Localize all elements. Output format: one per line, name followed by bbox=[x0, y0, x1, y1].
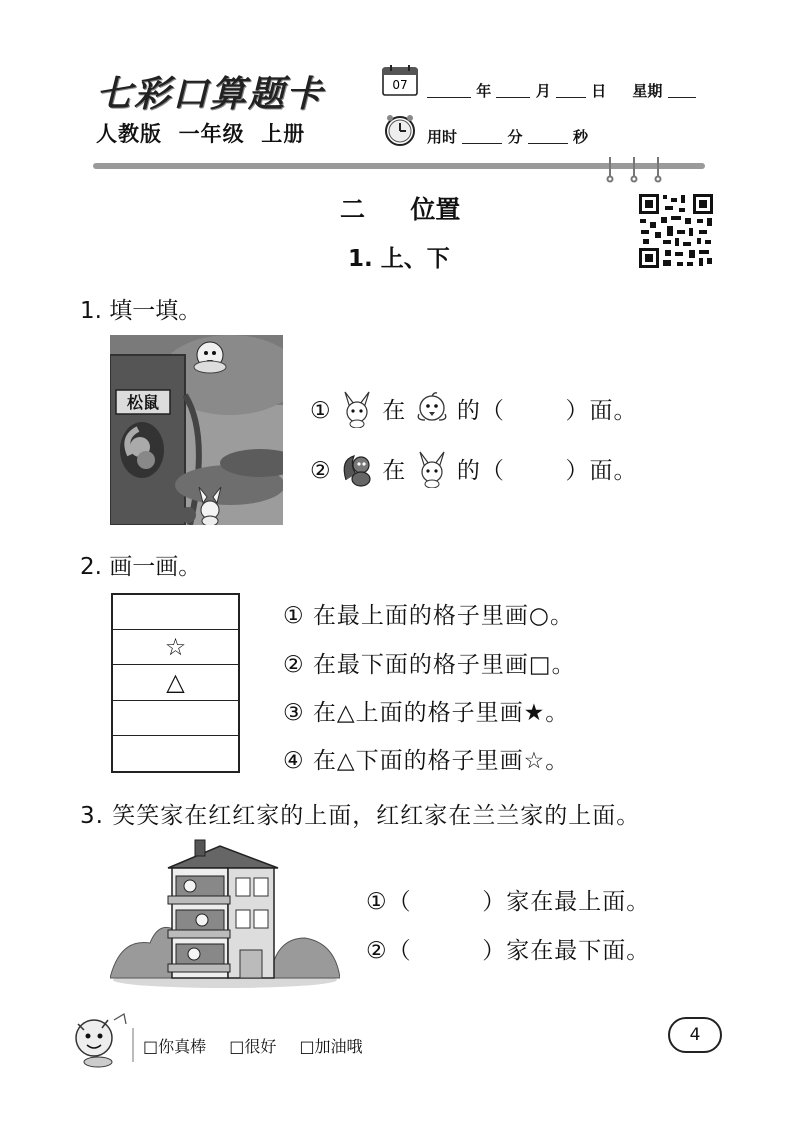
calendar-day: 07 bbox=[392, 78, 408, 92]
grid-cell-1[interactable] bbox=[113, 595, 238, 630]
rating-good[interactable]: □很好 bbox=[229, 1037, 277, 1056]
q2-item-4: ④ 在△下面的格子里画☆。 bbox=[283, 748, 570, 774]
lesson-title: 1. 上、下 bbox=[348, 246, 450, 272]
q1-item-1 bbox=[310, 390, 638, 428]
date-month-label: 月 bbox=[535, 82, 551, 100]
rating-great[interactable]: □你真棒 bbox=[143, 1037, 207, 1056]
grid-cell-4[interactable] bbox=[113, 701, 238, 736]
time-used-label: 用时 bbox=[427, 128, 458, 146]
time-min-label: 分 bbox=[507, 128, 523, 146]
rating-keep-trying[interactable]: □加油哦 bbox=[299, 1037, 363, 1056]
apartment-building-picture bbox=[110, 838, 340, 988]
date-line bbox=[427, 80, 696, 101]
q1-item-1-number: ① bbox=[310, 398, 332, 424]
q3-heading: 3. 笑笑家在红红家的上面，红红家在兰兰家的上面。 bbox=[80, 803, 641, 829]
section-title: 二 位置 bbox=[340, 195, 461, 224]
q1-item-1-end: ）面。 bbox=[565, 398, 638, 424]
q3-item-1 bbox=[366, 883, 650, 916]
q1-item-2-in: 在 bbox=[382, 458, 407, 484]
q2-item-1: ① 在最上面的格子里画○。 bbox=[283, 603, 574, 629]
grid-cell-2[interactable]: ☆ bbox=[113, 630, 238, 665]
qr-code-icon bbox=[637, 192, 715, 270]
page-number: 4 bbox=[668, 1017, 722, 1053]
date-week-label: 星期 bbox=[632, 82, 663, 100]
rabbit-icon bbox=[415, 450, 449, 488]
self-rating-options bbox=[143, 1034, 381, 1057]
edition-label: 人教版 一年级 上册 bbox=[96, 122, 306, 146]
calendar-icon bbox=[382, 64, 418, 96]
q2-item-2: ② 在最下面的格子里画□。 bbox=[283, 652, 576, 678]
tree-sign-label: 松鼠 bbox=[126, 393, 160, 412]
date-year-label: 年 bbox=[476, 82, 492, 100]
q3-item-1-open: ①（ bbox=[366, 889, 412, 915]
squirrel-icon bbox=[340, 450, 374, 488]
q2-heading: 2. 画一画。 bbox=[80, 554, 202, 580]
q1-item-2-end: ）面。 bbox=[565, 458, 638, 484]
bird-icon bbox=[415, 390, 449, 428]
rabbit-icon bbox=[340, 390, 374, 428]
time-sec-label: 秒 bbox=[572, 128, 588, 146]
date-day-label: 日 bbox=[591, 82, 607, 100]
q3-item-2-close: ）家在最下面。 bbox=[482, 938, 651, 964]
q1-item-1-in: 在 bbox=[382, 398, 407, 424]
tree-scene-picture bbox=[110, 335, 283, 525]
drawing-grid bbox=[111, 593, 240, 773]
time-line bbox=[427, 126, 588, 147]
q3-item-1-close: ）家在最上面。 bbox=[482, 889, 651, 915]
ring-binder-decoration bbox=[600, 155, 670, 183]
q1-item-1-of: 的（ bbox=[456, 398, 505, 424]
grid-cell-3[interactable]: △ bbox=[113, 665, 238, 700]
q3-item-2-open: ②（ bbox=[366, 938, 412, 964]
grid-cell-5[interactable] bbox=[113, 736, 238, 771]
clock-icon bbox=[383, 113, 417, 147]
q3-item-2 bbox=[366, 932, 650, 965]
q1-item-2-number: ② bbox=[310, 458, 332, 484]
q1-item-2-of: 的（ bbox=[456, 458, 505, 484]
brand-title: 七彩口算题卡 bbox=[96, 74, 325, 115]
q2-item-3: ③ 在△上面的格子里画★。 bbox=[283, 700, 570, 726]
q1-item-2 bbox=[310, 450, 638, 488]
mascot-icon bbox=[70, 1010, 132, 1068]
footer-divider bbox=[132, 1028, 134, 1062]
q1-heading: 1. 填一填。 bbox=[80, 298, 202, 324]
